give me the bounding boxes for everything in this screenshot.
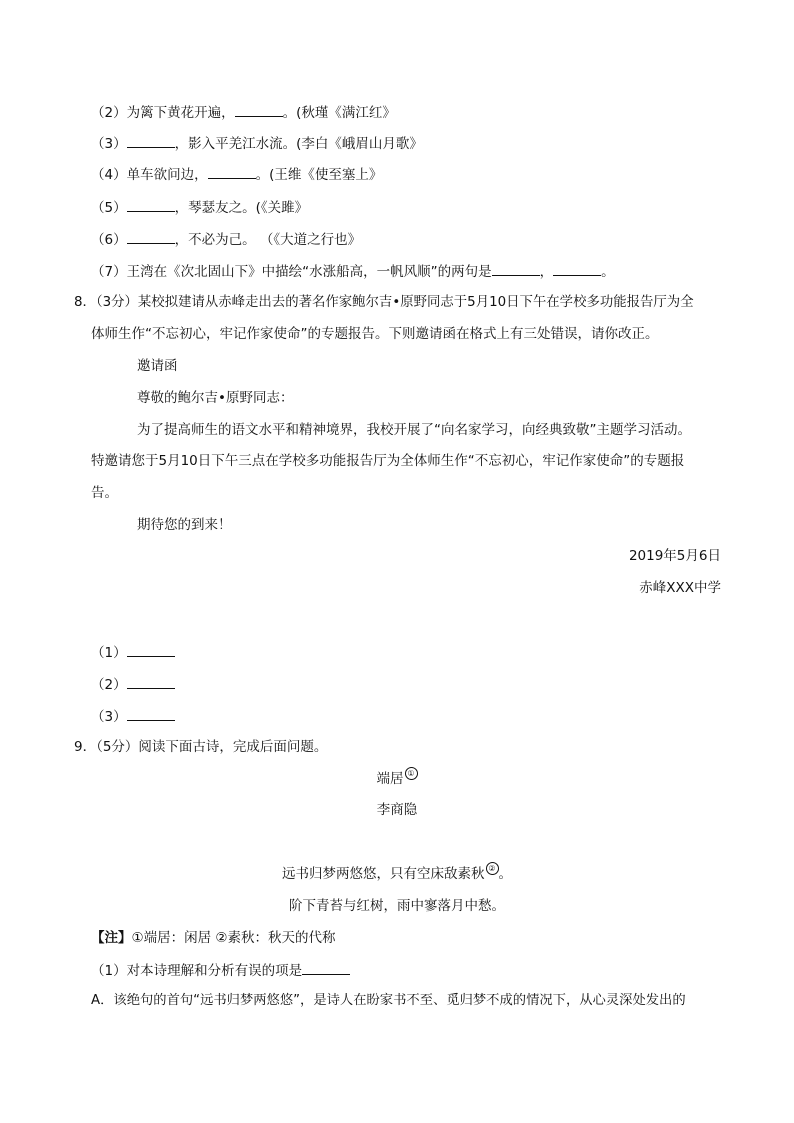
letter-signature: 赤峰XXX中学	[639, 580, 721, 596]
answer-label: （3）	[91, 709, 127, 725]
q8-answer-2	[91, 674, 175, 695]
answer-blank[interactable]	[127, 197, 175, 212]
q8-answer-1	[91, 642, 175, 663]
q8-stem-line2: 体师生作“不忘初心，牢记作家使命”的专题报告。下则邀请函在格式上有三处错误，请你改正。	[91, 326, 659, 342]
answer-blank[interactable]	[208, 164, 256, 179]
poem-title	[0, 769, 794, 789]
q7-item3-before: （3）	[91, 136, 127, 152]
q7-item5	[91, 197, 308, 218]
footnote-marker-2: ②	[486, 862, 499, 875]
answer-blank[interactable]	[492, 261, 540, 276]
letter-title: 邀请函	[137, 358, 178, 374]
q7-item5-after: ，琴瑟友之。(《关雎》	[174, 200, 309, 216]
q7-item4	[91, 164, 382, 185]
notes-text: ①端居：闲居 ②素秋：秋天的代称	[131, 930, 336, 946]
answer-blank[interactable]	[127, 133, 175, 148]
q7-item4-after: 。(王维《使至塞上》	[255, 167, 383, 183]
poem-notes	[91, 928, 336, 948]
q9-option-a[interactable]: A．该绝句的首句“远书归梦两悠悠”，是诗人在盼家书不至、觅归梦不成的情况下，从心灵深处发出的	[91, 993, 686, 1008]
q7-item6	[91, 229, 361, 250]
answer-blank[interactable]	[553, 261, 601, 276]
q7-item2	[91, 102, 396, 123]
q7-item7-middle: ，	[539, 264, 554, 280]
q7-item7-before: （7）王湾在《次北固山下》中描绘“水涨船高，一帆风顺”的两句是	[91, 264, 492, 280]
q9-sub1-text: （1）对本诗理解和分析有误的项是	[91, 963, 303, 979]
letter-body-line2: 特邀请您于5月10日下午三点在学校多功能报告厅为全体师生作“不忘初心，牢记作家使命”的专题报	[91, 453, 685, 469]
answer-blank[interactable]	[127, 674, 175, 689]
q7-item2-before: （2）为篱下黄花开遍，	[91, 105, 235, 121]
answer-blank[interactable]	[127, 642, 175, 657]
letter-closing: 期待您的到来！	[137, 517, 232, 533]
q9-stem: 9．（5分）阅读下面古诗，完成后面问题。	[74, 739, 328, 755]
q7-item7	[91, 261, 615, 282]
letter-body-line3: 告。	[91, 485, 118, 501]
poem-line-1-end: 。	[498, 866, 512, 882]
answer-blank[interactable]	[127, 229, 175, 244]
notes-label: 【注】	[91, 930, 132, 946]
answer-blank[interactable]	[127, 706, 175, 721]
poem-line-1-text: 远书归梦两悠悠，只有空床敌素秋	[282, 866, 485, 882]
footnote-marker-1: ①	[405, 767, 418, 780]
answer-label: （2）	[91, 677, 127, 693]
q7-item3-after: ，影入平羌江水流。(李白《峨眉山月歌》	[174, 136, 423, 152]
q7-item6-after: ，不必为己。 （《大道之行也》	[174, 232, 362, 248]
q7-item4-before: （4）单车欲问边，	[91, 167, 208, 183]
poem-title-text: 端居	[376, 771, 404, 787]
q7-item2-after: 。(秋瑾《满江红》	[282, 105, 396, 121]
q7-item3	[91, 133, 423, 154]
poem-line-2: 阶下青苔与红树，雨中寥落月中愁。	[289, 898, 505, 914]
letter-date: 2019年5月6日	[628, 548, 721, 564]
poem-line-1	[0, 864, 794, 884]
answer-blank[interactable]	[235, 102, 283, 117]
letter-salutation: 尊敬的鲍尔吉•原野同志：	[137, 390, 294, 406]
q9-sub1	[91, 960, 350, 981]
answer-label: （1）	[91, 645, 127, 661]
q7-item5-before: （5）	[91, 200, 127, 216]
letter-body-line1: 为了提高师生的语文水平和精神境界，我校开展了“向名家学习，向经典致敬”主题学习活动。	[137, 422, 691, 438]
answer-blank[interactable]	[302, 960, 350, 975]
q7-item6-before: （6）	[91, 232, 127, 248]
poem-author: 李商隐	[376, 802, 418, 818]
q8-stem-line1: 8．（3分）某校拟建请从赤峰走出去的著名作家鲍尔吉•原野同志于5月10日下午在学校多功能报告厅为全	[74, 295, 694, 310]
q8-answer-3	[91, 706, 175, 727]
q7-item7-after: 。	[601, 264, 615, 280]
